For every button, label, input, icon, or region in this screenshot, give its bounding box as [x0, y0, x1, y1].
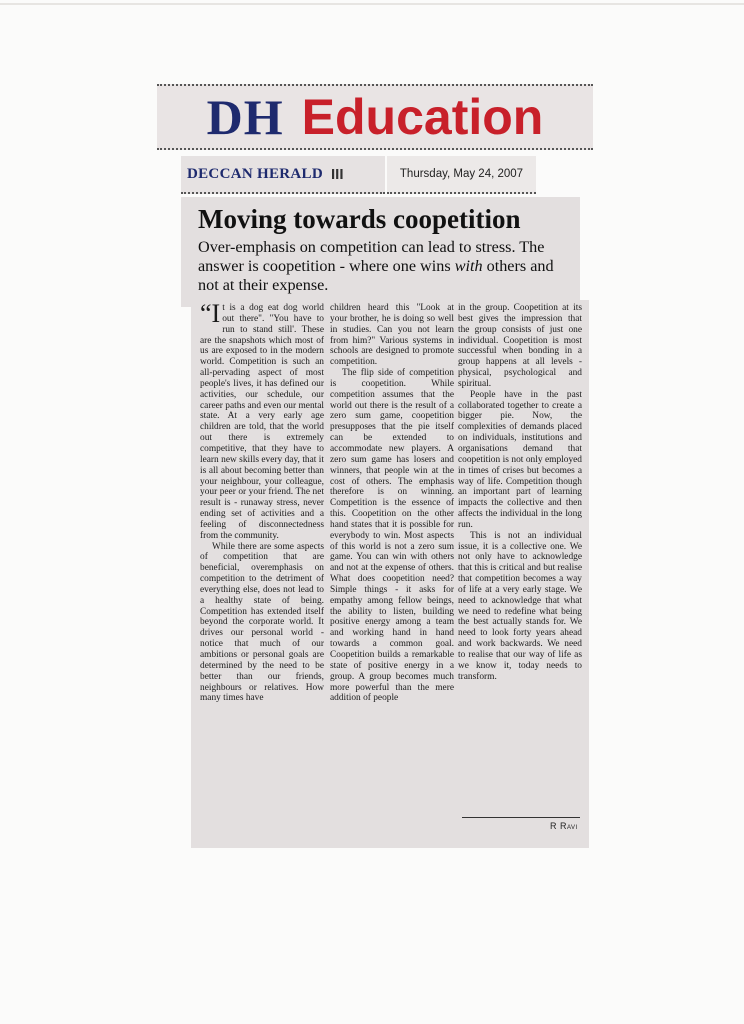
paragraph: children heard this "Look at your brother, he is doing so well in studies. Can you not learn from him?" Various systems in schools are designed to promote competition.	[330, 303, 454, 368]
section-masthead	[157, 84, 593, 150]
deck-emphasis: with	[454, 257, 483, 275]
article-column-2	[330, 303, 454, 704]
newspaper-name: DECCAN HERALD	[187, 165, 323, 182]
publication-date: Thursday, May 24, 2007	[387, 156, 536, 194]
deck-text-end: others and not at their expense.	[198, 257, 554, 294]
drop-cap: “I	[200, 299, 221, 328]
paragraph-text: t is a dog eat dog world out there". "You have to run to stand still'. These are the snapshots which most of us are exposed to in the modern world. Competition is such an all-pervading aspect of most people's lives, it has defined our activities, our schedule, our career paths and even our mental state. At a very early age children are told, that the world out there is extremely competitive, that they have to learn new skills every day, that it is all about becoming better than your neighbour, your colleague, your peer or your friend. The net result is - runaway stress, never ending set of activities and a feeling of disconnectedness from the community.	[200, 303, 324, 541]
article-column-3	[458, 303, 582, 683]
deck-text: Over-emphasis on competition can lead to stress. The answer is coopetition - where one wins	[198, 238, 545, 275]
page-marker: III	[331, 165, 344, 183]
paragraph: People have in the past collaborated together to create a bigger pie. Now, the complexities of demands placed on individuals, institutions and organisations demand that coopetition is not only employed in times of crises but becomes a way of life. Competition though an important part of learning impacts the collective and then affects the individual in the long run.	[458, 389, 582, 530]
paragraph: in the group. Coopetition at its best gives the impression that the group consists of just one individual. Coopetition is most successful when bonding in a group happens at all levels - physical, psychological and spiritual.	[458, 303, 582, 389]
article-deck	[198, 238, 578, 295]
paragraph: While there are some aspects of competition that are beneficial, overemphasis on competition to the detriment of everything else, does not lead to a healthy state of being. Competition has extended itself beyond the corporate world. It drives our personal world - notice that much of our ambitions or personal goals are determined by the need to be better than our friends, neighbours or relatives. How many times have	[200, 541, 324, 704]
masthead-dh-logo: DH	[206, 89, 284, 145]
article-column-1	[200, 299, 324, 704]
author-byline: R Ravi	[550, 821, 578, 831]
paragraph: The flip side of competition is coopetition. While competition assumes that the world out there is the result of a zero sum game, coopetition presupposes that the pie itself can be extended to accommodate new players. A zero sum game has losers and winners, that people win at the cost of others. The emphasis therefore is on winning. Competition is the essence of this. Coopetition on the other hand states that it is possible for everybody to win. Most aspects of this world is not a zero sum game. You can win with others and not at the expense of others. What does coopetition need? Simple things - it asks for empathy among fellow beings, the ability to listen, building positive energy among a team and working hand in hand towards a common goal. Coopetition builds a remarkable state of positive energy in a group. A group becomes much more powerful than the mere addition of people	[330, 368, 454, 704]
paragraph: This is not an individual issue, it is a collective one. We not only have to acknowledge that this is critical and but realise that competition becomes a way of life at a very early stage. We need to acknowledge that what we need to redefine what being the best actually stands for. We need to look forty years ahead and work backwards. We need to realise that our way of life as we know it, today needs to transform.	[458, 530, 582, 682]
paragraph	[200, 299, 324, 542]
article-headline: Moving towards coopetition	[198, 204, 521, 234]
page-top-edge	[0, 3, 744, 5]
masthead-section-title: Education	[301, 89, 544, 145]
newspaper-nameplate	[181, 156, 385, 194]
byline-rule	[462, 817, 580, 818]
